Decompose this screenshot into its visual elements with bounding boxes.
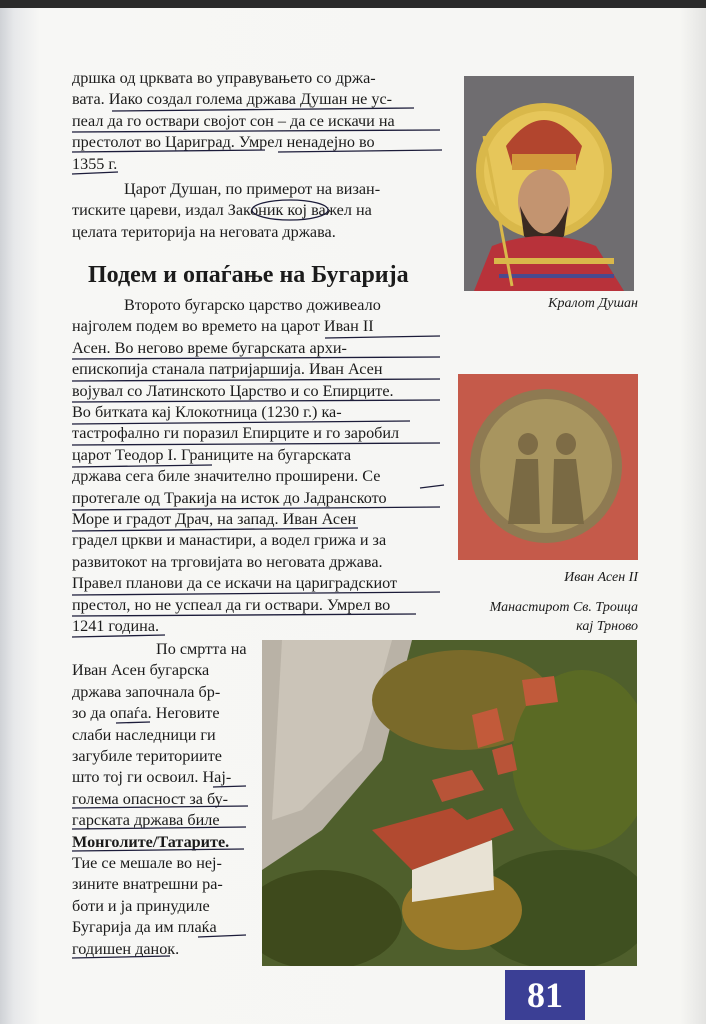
- underline-mark: [325, 336, 440, 338]
- text-line: што тој ги освоил. Нај-: [72, 768, 232, 787]
- text-line: целата територија на неговата држава.: [72, 222, 336, 241]
- circle-mark: [252, 200, 328, 220]
- text-line: пеал да го оствари својот сон – да се искачи на: [72, 111, 395, 130]
- monastery-photo: [262, 640, 637, 966]
- underline-mark: [72, 635, 165, 637]
- text-line: тастрофално ги поразил Епирците и го заробил: [72, 424, 400, 443]
- underline-mark: [72, 528, 358, 531]
- text-line: Иван Асен бугарска: [72, 661, 210, 680]
- text-line: Тие се мешале во неј-: [72, 854, 222, 873]
- coin-illustration: [458, 374, 638, 560]
- king-dusan-fresco: [464, 76, 634, 291]
- underline-mark: [72, 507, 440, 510]
- caption-dusan: Кралот Душан: [548, 296, 638, 311]
- text-line: војувал со Латинското Царство и со Епирците.: [72, 381, 394, 400]
- underline-mark: [72, 614, 416, 616]
- underline-mark: [72, 443, 440, 445]
- underline-mark: [116, 722, 150, 723]
- underline-mark: [278, 150, 442, 152]
- text-line: градел цркви и манастири, а водел грижа и за: [72, 531, 387, 550]
- monastery-aerial-illustration: [262, 640, 637, 966]
- underline-mark: [213, 786, 246, 787]
- text-line: престол, но не успеал да ги оствари. Умрел во: [72, 595, 391, 614]
- page-number-badge: 81: [505, 970, 585, 1020]
- text-line: епископија станала патријаршија. Иван Асен: [72, 360, 383, 379]
- text-line: Второто бугарско царство доживеало: [124, 296, 381, 314]
- underline-mark: [72, 130, 440, 132]
- underline-mark: [72, 849, 244, 851]
- text-line: Асен. Во негово време бугарската архи-: [72, 338, 347, 357]
- text-line: Бугарија да им плаќа: [72, 918, 217, 937]
- text-line: вата. Иако создал голема држава Душан не ус-: [72, 90, 393, 109]
- text-line: престолот во Цариград. Умрел ненадејно во: [72, 133, 375, 152]
- text-line: зо да опаѓа. Неговите: [72, 704, 220, 723]
- text-line: држава започнала бр-: [72, 682, 221, 701]
- ivan-asen-coin: [458, 374, 638, 560]
- text-line: Царот Душан, по примерот на визан-: [124, 180, 381, 198]
- underline-mark: [72, 592, 440, 595]
- text-line: 1355 г.: [72, 154, 118, 173]
- text-line: слаби наследници ги: [72, 725, 216, 744]
- text-line: 1241 година.: [72, 617, 160, 636]
- text-line: тиските цареви, издал Законик кој важел на: [72, 201, 372, 220]
- underline-mark: [72, 421, 410, 424]
- underline-mark: [112, 108, 414, 111]
- text-line: зините внатрешни ра-: [72, 875, 223, 894]
- caption-monastery-line2: кај Трново: [576, 619, 638, 634]
- underline-mark: [72, 172, 118, 174]
- text-line: загубиле териториите: [72, 747, 222, 766]
- text-line: развитокот на трговијата во неговата држава.: [72, 552, 383, 571]
- text-line: годишен данок.: [72, 939, 180, 958]
- underline-mark: [72, 379, 440, 381]
- underline-mark: [72, 400, 440, 402]
- underline-mark: [72, 806, 248, 808]
- text-line: гарската држава биле: [72, 811, 220, 830]
- text-line: По смртта на: [156, 640, 247, 658]
- underline-mark: [198, 935, 246, 937]
- text-line: најголем подем во времето на царот Иван II: [72, 317, 374, 336]
- underline-mark: [72, 150, 265, 152]
- text-line: дршка од црквата во управувањето со држа-: [72, 69, 376, 87]
- caption-ivan-asen: Иван Асен II: [564, 570, 638, 585]
- underline-mark: [72, 827, 246, 829]
- dusan-portrait-illustration: [464, 76, 634, 291]
- underline-mark: [420, 485, 444, 488]
- text-line: Монголите/Татарите.: [72, 832, 230, 851]
- text-line: Во битката кај Клокотница (1230 г.) ка-: [72, 403, 342, 422]
- text-line: држава сега биле значително проширени. Се: [72, 467, 381, 486]
- underline-mark: [72, 357, 440, 359]
- underline-mark: [72, 465, 212, 467]
- caption-monastery-line1: Манастирот Св. Троица: [489, 600, 638, 615]
- text-line: протегале од Тракија на исток до Јадранското: [72, 488, 387, 507]
- text-line: боти и ја принудиле: [72, 896, 210, 915]
- text-line: Море и градот Драч, на запад. Иван Асен: [72, 510, 357, 529]
- text-line: царот Теодор I. Границите на бугарската: [72, 445, 352, 464]
- section-heading: Подем и опаѓање на Бугарија: [88, 262, 409, 288]
- text-line: голема опасност за бу-: [72, 789, 229, 808]
- text-line: Правел планови да се искачи на цариградскиот: [72, 574, 398, 593]
- underline-mark: [72, 956, 170, 958]
